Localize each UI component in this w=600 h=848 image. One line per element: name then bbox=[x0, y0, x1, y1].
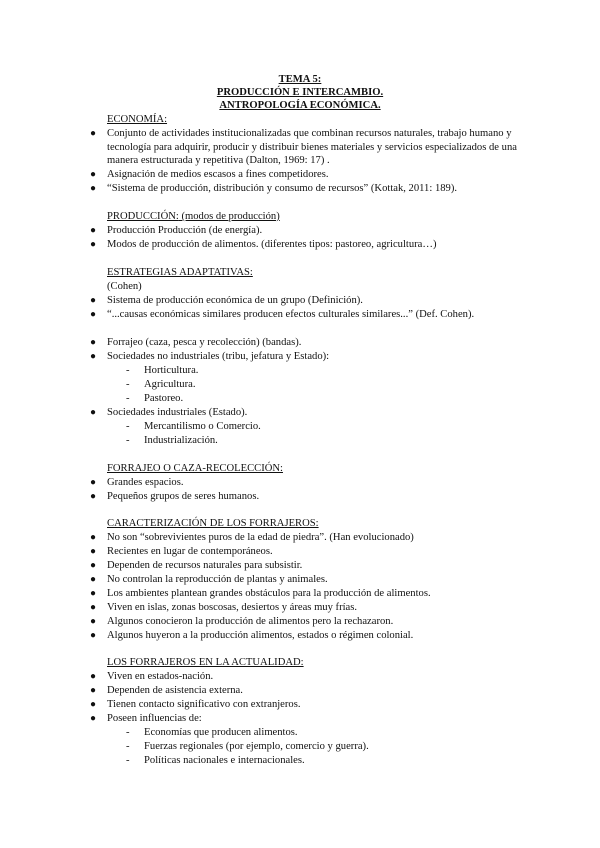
list-item-text: “...causas económicas similares producen efectos culturales similares...” (Def. Cohen). bbox=[107, 309, 475, 320]
list-item bbox=[90, 350, 527, 364]
list-item bbox=[90, 629, 527, 643]
section-heading-actualidad: LOS FORRAJEROS EN LA ACTUALIDAD: bbox=[107, 657, 304, 668]
list-item bbox=[90, 559, 527, 573]
list-item-text: Tienen contacto significativo con extranjeros. bbox=[107, 699, 301, 710]
list-item-text: Producción Producción (de energía). bbox=[107, 225, 263, 236]
list-item-text: Modos de producción de alimentos. (diferentes tipos: pastoreo, agricultura…) bbox=[107, 239, 437, 250]
sub-list-item-text: Fuerzas regionales (por ejemplo, comercio y guerra). bbox=[144, 741, 369, 752]
list-item bbox=[90, 224, 527, 238]
section-heading-economia: ECONOMÍA: bbox=[107, 114, 168, 125]
bullet-icon: ● bbox=[90, 671, 97, 682]
sub-list-item-text: Agricultura. bbox=[144, 379, 196, 390]
list-item-text: No controlan la reproducción de plantas y animales. bbox=[107, 574, 328, 585]
list-item-text: Forrajeo (caza, pesca y recolección) (bandas). bbox=[107, 337, 302, 348]
sub-list-item bbox=[126, 726, 298, 740]
list-item bbox=[90, 127, 527, 168]
dash-icon: - bbox=[126, 365, 130, 376]
dash-icon: - bbox=[126, 421, 130, 432]
list-item bbox=[90, 406, 527, 420]
list-item bbox=[90, 698, 527, 712]
sub-list-item-text: Economías que producen alimentos. bbox=[144, 727, 298, 738]
list-item bbox=[90, 615, 527, 629]
bullet-icon: ● bbox=[90, 574, 97, 585]
list-item bbox=[90, 294, 527, 308]
bullet-icon: ● bbox=[90, 602, 97, 613]
dash-icon: - bbox=[126, 393, 130, 404]
bullet-icon: ● bbox=[90, 309, 97, 320]
list-item bbox=[90, 336, 527, 350]
doc-title-line-3: ANTROPOLOGÍA ECONÓMICA. bbox=[219, 100, 381, 111]
list-item-text: Pequeños grupos de seres humanos. bbox=[107, 491, 260, 502]
bullet-icon: ● bbox=[90, 532, 97, 543]
bullet-icon: ● bbox=[90, 337, 97, 348]
list-item-text: Poseen influencias de: bbox=[107, 713, 202, 724]
bullet-icon: ● bbox=[90, 630, 97, 641]
heading-suffix: (modos de producción) bbox=[178, 211, 280, 222]
list-item-text: Algunos conocieron la producción de alimentos pero la rechazaron. bbox=[107, 616, 394, 627]
bullet-icon: ● bbox=[90, 351, 97, 362]
dash-icon: - bbox=[126, 379, 130, 390]
bullet-icon: ● bbox=[90, 407, 97, 418]
list-item bbox=[90, 712, 527, 726]
heading-text: PRODUCCIÓN: bbox=[107, 211, 179, 222]
sub-list-item-text: Horticultura. bbox=[144, 365, 199, 376]
list-item bbox=[90, 573, 527, 587]
list-item bbox=[90, 476, 527, 490]
list-item-text: Viven en estados-nación. bbox=[107, 671, 214, 682]
bullet-icon: ● bbox=[90, 560, 97, 571]
list-item-text: Sociedades industriales (Estado). bbox=[107, 407, 248, 418]
sub-list-item bbox=[126, 754, 305, 768]
list-item bbox=[90, 587, 527, 601]
section-heading-caracterizacion: CARACTERIZACIÓN DE LOS FORRAJEROS: bbox=[107, 518, 319, 529]
section-heading-estrategias: ESTRATEGIAS ADAPTATIVAS: bbox=[107, 267, 253, 278]
list-item-text: Conjunto de actividades institucionalizadas que combinan recursos naturales, trabajo humano y tecnología para adquirir, producir y distribuir bienes materiales y servicios especializados de una manera estructurada y repetitiva (Dalton, 1969: 17) . bbox=[107, 128, 517, 166]
dash-icon: - bbox=[126, 741, 130, 752]
list-item bbox=[90, 601, 527, 615]
list-item-text: Viven en islas, zonas boscosas, desiertos y áreas muy frías. bbox=[107, 602, 358, 613]
list-item-text: Grandes espacios. bbox=[107, 477, 184, 488]
sub-list-item-text: Mercantilismo o Comercio. bbox=[144, 421, 261, 432]
bullet-icon: ● bbox=[90, 477, 97, 488]
bullet-icon: ● bbox=[90, 713, 97, 724]
sub-list-item bbox=[126, 378, 196, 392]
list-item bbox=[90, 684, 527, 698]
list-item bbox=[90, 490, 527, 504]
bullet-icon: ● bbox=[90, 546, 97, 557]
bullet-icon: ● bbox=[90, 169, 97, 180]
bullet-icon: ● bbox=[90, 183, 97, 194]
dash-icon: - bbox=[126, 727, 130, 738]
sub-list-item-text: Industrialización. bbox=[144, 435, 218, 446]
list-item bbox=[90, 168, 527, 182]
sub-list-item-text: Pastoreo. bbox=[144, 393, 184, 404]
bullet-icon: ● bbox=[90, 239, 97, 250]
list-item-text: Algunos huyeron a la producción alimentos, estados o régimen colonial. bbox=[107, 630, 414, 641]
doc-title-line-1: TEMA 5: bbox=[278, 74, 322, 85]
list-item bbox=[90, 531, 527, 545]
bullet-icon: ● bbox=[90, 491, 97, 502]
list-item-text: Asignación de medios escasos a fines competidores. bbox=[107, 169, 329, 180]
bullet-icon: ● bbox=[90, 616, 97, 627]
bullet-icon: ● bbox=[90, 225, 97, 236]
sub-list-item bbox=[126, 364, 199, 378]
sub-list-item-text: Políticas nacionales e internacionales. bbox=[144, 755, 305, 766]
bullet-icon: ● bbox=[90, 588, 97, 599]
list-item-text: Recientes en lugar de contemporáneos. bbox=[107, 546, 273, 557]
list-item bbox=[90, 545, 527, 559]
sub-list-item bbox=[126, 434, 218, 448]
section-heading-forrajeo: FORRAJEO O CAZA-RECOLECCIÓN: bbox=[107, 463, 283, 474]
list-item-text: Dependen de asistencia externa. bbox=[107, 685, 243, 696]
bullet-icon: ● bbox=[90, 685, 97, 696]
list-item-text: No son “sobrevivientes puros de la edad de piedra”. (Han evolucionado) bbox=[107, 532, 414, 543]
list-item-text: “Sistema de producción, distribución y consumo de recursos” (Kottak, 2011: 189). bbox=[107, 183, 458, 194]
list-item-text: Sistema de producción económica de un grupo (Definición). bbox=[107, 295, 363, 306]
list-item bbox=[90, 670, 527, 684]
bullet-icon: ● bbox=[90, 295, 97, 306]
sub-list-item bbox=[126, 420, 261, 434]
sub-list-item bbox=[126, 392, 184, 406]
bullet-icon: ● bbox=[90, 699, 97, 710]
doc-title-line-2: PRODUCCIÓN E INTERCAMBIO. bbox=[216, 87, 384, 98]
list-item bbox=[90, 238, 527, 252]
list-item bbox=[90, 308, 527, 322]
list-item-text: Sociedades no industriales (tribu, jefatura y Estado): bbox=[107, 351, 330, 362]
dash-icon: - bbox=[126, 755, 130, 766]
sub-list-item bbox=[126, 740, 369, 754]
list-item-text: Dependen de recursos naturales para subsistir. bbox=[107, 560, 303, 571]
dash-icon: - bbox=[126, 435, 130, 446]
section-heading-produccion bbox=[107, 210, 280, 224]
bullet-icon: ● bbox=[90, 128, 97, 139]
list-item bbox=[90, 182, 527, 196]
list-item-text: Los ambientes plantean grandes obstáculos para la producción de alimentos. bbox=[107, 588, 431, 599]
section-subheading: (Cohen) bbox=[107, 281, 142, 292]
